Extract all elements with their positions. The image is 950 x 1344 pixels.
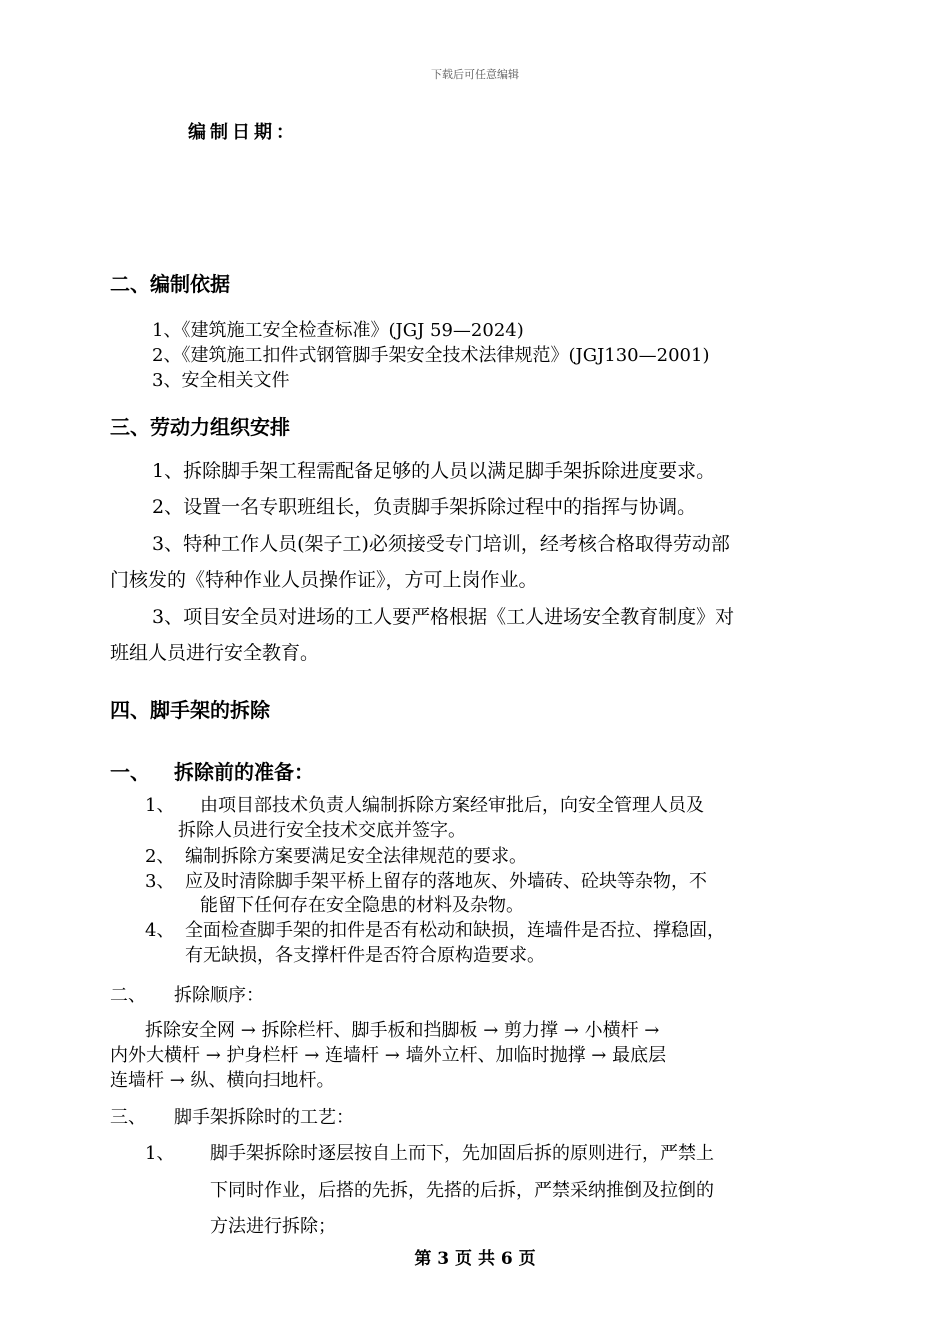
sequence-line: 拆除安全网 → 拆除栏杆、脚手板和挡脚板 → 剪力撑 → 小横杆 → xyxy=(145,1020,660,1041)
prep-item-number: 2、 xyxy=(145,846,175,867)
sequence-line: 连墙杆 → 纵、横向扫地杆。 xyxy=(110,1070,335,1091)
prep-item-number: 4、 xyxy=(145,920,175,941)
sequence-line: 内外大横杆 → 护身栏杆 → 连墙杆 → 墙外立杆、加临时抛撑 → 最底层 xyxy=(110,1045,667,1066)
labor-line: 门核发的《特种作业人员操作证》，方可上岗作业。 xyxy=(110,569,538,591)
prep-item-number: 1、 xyxy=(145,795,175,816)
header-note: 下载后可任意编辑 xyxy=(431,68,519,81)
subsection-number: 二、 xyxy=(110,985,146,1006)
labor-line: 3、项目安全员对进场的工人要严格根据《工人进场安全教育制度》对 xyxy=(152,606,735,628)
compile-date-label: 编制日期： xyxy=(188,122,298,143)
prep-item-number: 3、 xyxy=(145,871,175,892)
basis-item: 3、安全相关文件 xyxy=(152,370,290,391)
prep-item-line: 有无缺损，各支撑杆件是否符合原构造要求。 xyxy=(185,945,545,966)
labor-line: 1、拆除脚手架工程需配备足够的人员以满足脚手架拆除进度要求。 xyxy=(152,460,716,482)
prep-item-line: 拆除人员进行安全技术交底并签字。 xyxy=(178,820,466,841)
labor-line: 3、特种工作人员(架子工)必须接受专门培训，经考核合格取得劳动部 xyxy=(152,533,730,555)
labor-line: 2、设置一名专职班组长，负责脚手架拆除过程中的指挥与协调。 xyxy=(152,496,697,518)
prep-item-line: 应及时清除脚手架平桥上留存的落地灰、外墙砖、砼块等杂物，不 xyxy=(185,871,707,892)
subsection-number: 一、 xyxy=(110,760,150,784)
subsection-title-process: 脚手架拆除时的工艺： xyxy=(174,1107,354,1128)
process-item-line: 方法进行拆除； xyxy=(210,1216,336,1237)
process-item-line: 脚手架拆除时逐层按自上而下，先加固后拆的原则进行，严禁上 xyxy=(210,1143,714,1164)
basis-item: 2、《建筑施工扣件式钢管脚手架安全技术法律规范》(JGJ130—2001) xyxy=(152,345,710,366)
section-title-labor: 三、劳动力组织安排 xyxy=(110,415,290,439)
process-item-line: 下同时作业，后搭的先拆，先搭的后拆，严禁采纳推倒及拉倒的 xyxy=(210,1180,714,1201)
basis-item: 1、《建筑施工安全检查标准》(JGJ 59—2024) xyxy=(152,320,524,341)
prep-item-line: 全面检查脚手架的扣件是否有松动和缺损，连墙件是否拉、撑稳固， xyxy=(185,920,725,941)
labor-line: 班组人员进行安全教育。 xyxy=(110,642,320,664)
prep-item-line: 由项目部技术负责人编制拆除方案经审批后，向安全管理人员及 xyxy=(200,795,704,816)
section-title-dismantle: 四、脚手架的拆除 xyxy=(110,698,270,722)
prep-item-line: 编制拆除方案要满足安全法律规范的要求。 xyxy=(185,846,527,867)
page-footer: 第 3 页 共 6 页 xyxy=(414,1249,536,1269)
subsection-title-sequence: 拆除顺序： xyxy=(174,985,264,1006)
prep-item-line: 能留下任何存在安全隐患的材料及杂物。 xyxy=(200,895,524,916)
section-title-basis: 二、编制依据 xyxy=(110,272,230,296)
subsection-number: 三、 xyxy=(110,1107,146,1128)
subsection-title-preparation: 拆除前的准备： xyxy=(174,760,314,784)
process-item-number: 1、 xyxy=(145,1143,175,1164)
